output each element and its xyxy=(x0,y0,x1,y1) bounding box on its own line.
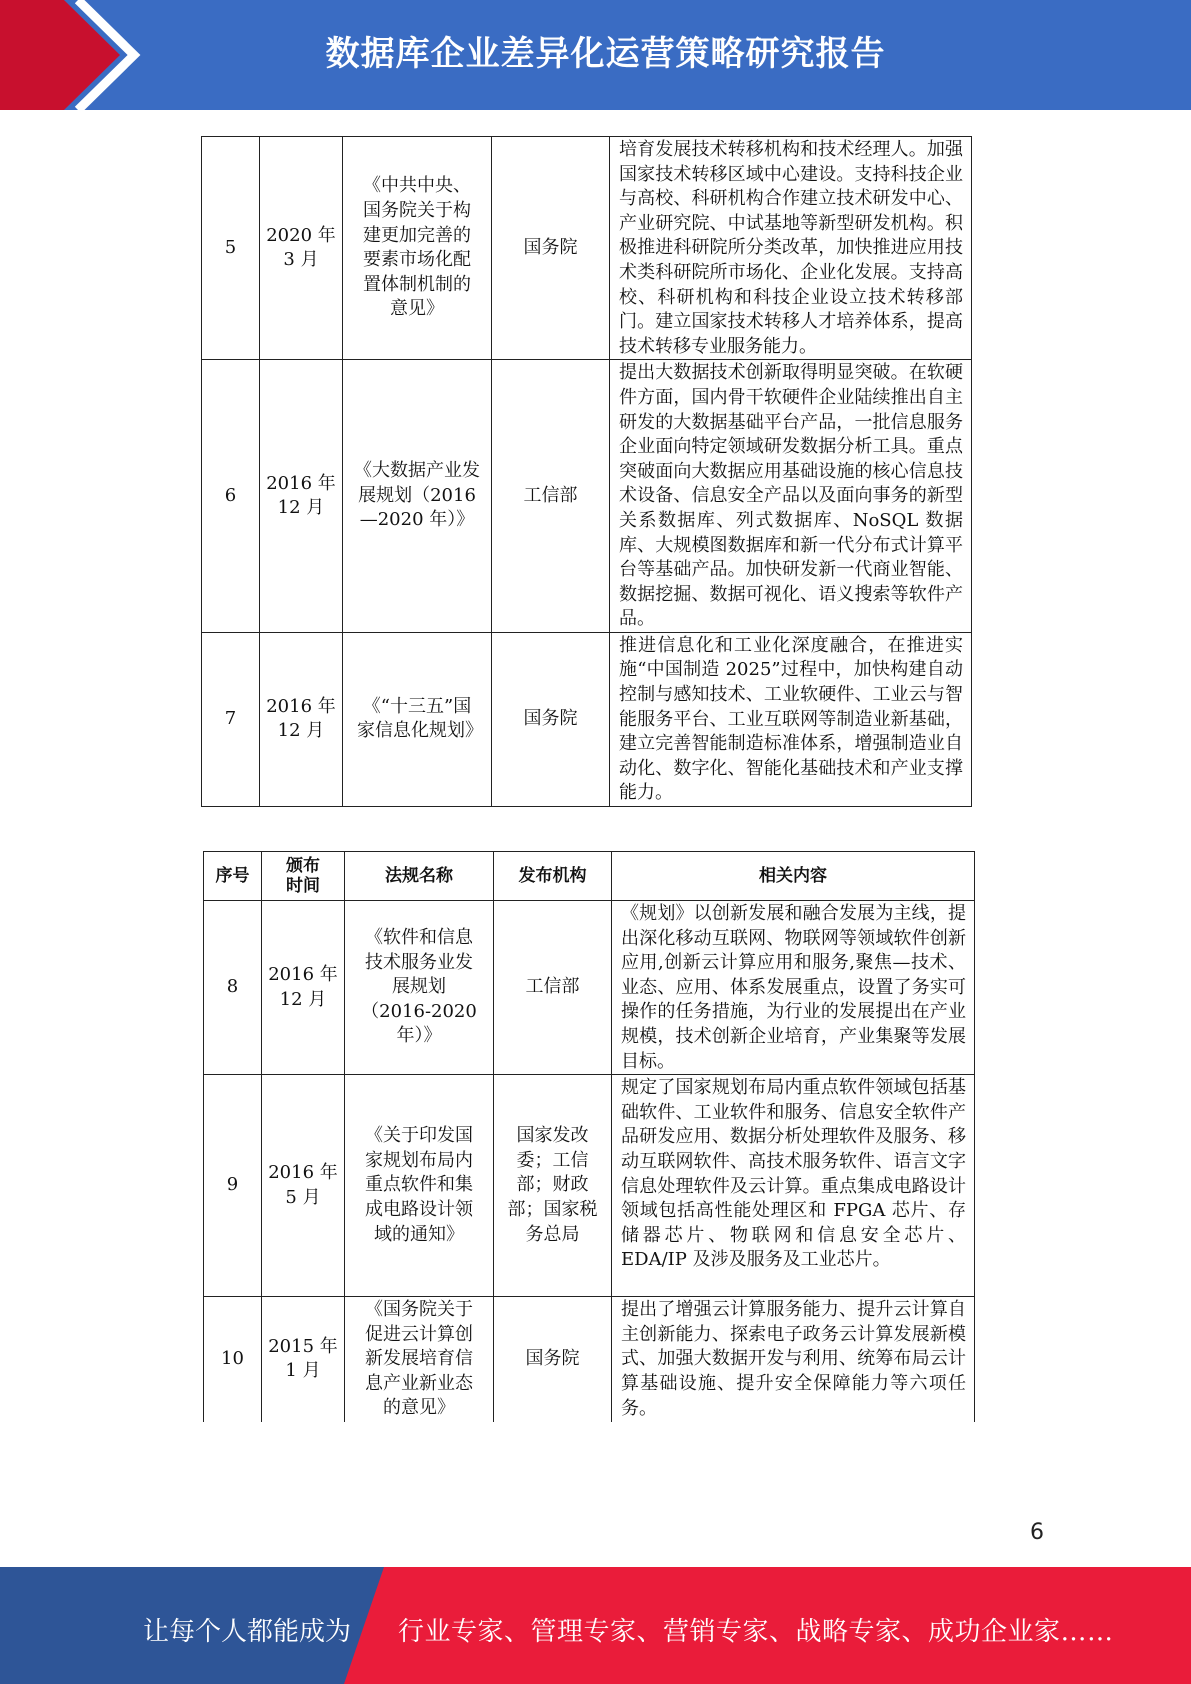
table-row xyxy=(202,360,972,633)
report-title: 数据库企业差异化运营策略研究报告 xyxy=(325,34,886,74)
regulation-name: 《关于印发国家规划布局内重点软件和集成电路设计领域的通知》 xyxy=(345,1075,494,1297)
regulation-name: 《软件和信息技术服务业发展规划（2016-2020 年）》 xyxy=(345,901,494,1075)
regulation-name: 《大数据产业发展规划（2016—2020 年）》 xyxy=(343,360,492,633)
row-number: 9 xyxy=(204,1075,262,1297)
issue-date: 2020 年 3 月 xyxy=(260,137,343,360)
issuing-body: 工信部 xyxy=(492,360,610,633)
page-number: 6 xyxy=(1030,1520,1044,1545)
table-row xyxy=(204,1075,975,1297)
issuing-body: 国家发改委；工信部；财政部；国家税务总局 xyxy=(494,1075,612,1297)
header-no: 序号 xyxy=(204,852,262,901)
issuing-body: 工信部 xyxy=(494,901,612,1075)
header-date: 颁布 时间 xyxy=(262,852,345,901)
related-content: 推进信息化和工业化深度融合，在推进实施“中国制造 2025”过程中，加快构建自动控制与感知技术、工业软硬件、工业云与智能服务平台、工业互联网等制造业新基础，建立完善智能制造标准体系，增强制造业自动化、数字化、智能化基础技术和产业支撑能力。 xyxy=(610,632,972,806)
related-content: 《规划》以创新发展和融合发展为主线，提出深化移动互联网、物联网等领域软件创新应用,创新云计算应用和服务,聚焦—技术、业态、应用、体系发展重点，设置了务实可操作的任务措施，为行业的发展提出在产业规模，技术创新企业培育，产业集聚等发展目标。 xyxy=(612,901,975,1075)
footer-slogan-right: 行业专家、管理专家、营销专家、战略专家、成功企业家…… xyxy=(398,1617,1114,1647)
regulation-name: 《中共中央、国务院关于构建更加完善的要素市场化配置体制机制的意见》 xyxy=(343,137,492,360)
row-number: 8 xyxy=(204,901,262,1075)
issue-date: 2015 年 1 月 xyxy=(262,1297,345,1422)
related-content: 培育发展技术转移机构和技术经理人。加强国家技术转移区域中心建设。支持科技企业与高校、科研机构合作建立技术研发中心、产业研究院、中试基地等新型研发机构。积极推进科研院所分类改革，加快推进应用技术类科研院所市场化、企业化发展。支持高校、科研机构和科技企业设立技术转移部门。建立国家技术转移人才培养体系，提高技术转移专业服务能力。 xyxy=(610,137,972,360)
table-row xyxy=(202,137,972,360)
related-content: 规定了国家规划布局内重点软件领域包括基础软件、工业软件和服务、信息安全软件产品研发应用、数据分析处理软件及服务、移动互联网软件、高技术服务软件、语言文字信息处理软件及云计算。重点集成电路设计领域包括高性能处理区和 FPGA 芯片、存储器芯片、物联网和信息安全芯片、EDA/IP 及涉及服务及工业芯片。 xyxy=(612,1075,975,1297)
related-content: 提出了增强云计算服务能力、提升云计算自主创新能力、探索电子政务云计算发展新模式、加强大数据开发与利用、统筹布局云计算基础设施、提升安全保障能力等六项任务。 xyxy=(612,1297,975,1422)
table-row xyxy=(204,1297,975,1422)
issue-date: 2016 年 5 月 xyxy=(262,1075,345,1297)
header-content: 相关内容 xyxy=(612,852,975,901)
related-content: 提出大数据技术创新取得明显突破。在软硬件方面，国内骨干软硬件企业陆续推出自主研发的大数据基础平台产品，一批信息服务企业面向特定领域研发数据分析工具。重点突破面向大数据应用基础设施的核心信息技术设备、信息安全产品以及面向事务的新型关系数据库、列式数据库、NoSQL 数据库、大规模图数据库和新一代分布式计算平台等基础产品。加快研发新一代商业智能、数据挖掘、数据可视化、语义搜索等软件产品。 xyxy=(610,360,972,633)
header-issuer: 发布机构 xyxy=(494,852,612,901)
regulation-table xyxy=(203,851,975,1422)
header-name: 法规名称 xyxy=(345,852,494,901)
row-number: 10 xyxy=(204,1297,262,1422)
regulation-table-continued xyxy=(201,136,972,807)
page-footer xyxy=(0,1567,1191,1684)
row-number: 7 xyxy=(202,632,260,806)
row-number: 5 xyxy=(202,137,260,360)
table-row xyxy=(204,901,975,1075)
regulation-name: 《国务院关于促进云计算创新发展培育信息产业新业态的意见》 xyxy=(345,1297,494,1422)
regulation-name: 《“十三五”国家信息化规划》 xyxy=(343,632,492,806)
row-number: 6 xyxy=(202,360,260,633)
footer-slogan-left: 让每个人都能成为 xyxy=(143,1617,352,1647)
table-header-row xyxy=(204,852,975,901)
page-header xyxy=(0,0,1191,110)
issuing-body: 国务院 xyxy=(492,137,610,360)
issue-date: 2016 年 12 月 xyxy=(262,901,345,1075)
issuing-body: 国务院 xyxy=(492,632,610,806)
issue-date: 2016 年 12 月 xyxy=(260,632,343,806)
issue-date: 2016 年 12 月 xyxy=(260,360,343,633)
issuing-body: 国务院 xyxy=(494,1297,612,1422)
table-row xyxy=(202,632,972,806)
